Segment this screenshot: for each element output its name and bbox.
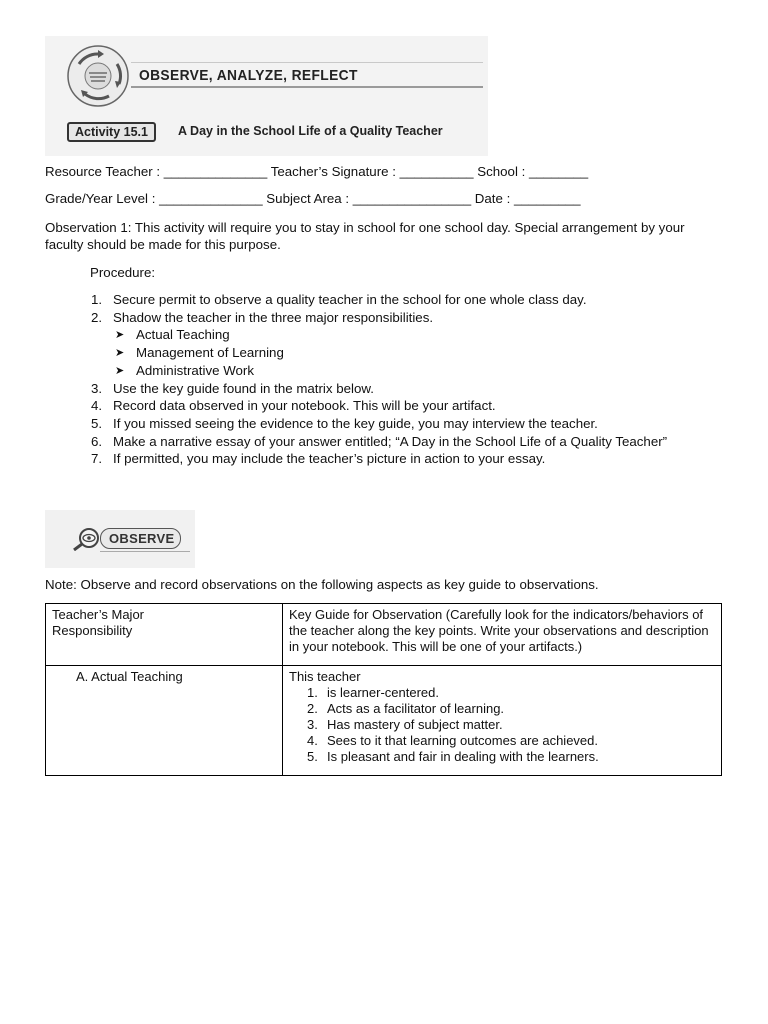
header-cell-key-guide: Key Guide for Observation (Carefully look for the indicators/behaviors of the teacher along the key points. Write your observations and description in your notebook. This will be one of your artifacts.) xyxy=(283,604,722,666)
procedure-list xyxy=(91,291,731,468)
cell-key-guide: This teacher 1. is learner-centered. 2. Acts as a facilitator of learning. 3. Has mastery of subject matter. 4. Sees to it that learning outcomes are achieved. 5. Is pleasant and fair in dealing with the learners. xyxy=(283,666,722,776)
list-item: 7. If permitted, you may include the teacher’s picture in action to your essay. xyxy=(91,451,546,467)
activity-title: A Day in the School Life of a Quality Teacher xyxy=(178,124,443,138)
banner-title: OBSERVE, ANALYZE, REFLECT xyxy=(139,67,358,84)
list-item: 2. Shadow the teacher in the three major responsibilities. xyxy=(91,309,434,325)
list-item: 4. Record data observed in your notebook. This will be your artifact. xyxy=(91,398,496,414)
activity-label: Activity 15.1 xyxy=(67,122,156,142)
observation-intro-line-2: faculty should be made for this purpose. xyxy=(45,237,281,252)
list-item: 6. Make a narrative essay of your answer entitled; “A Day in the School Life of a Quality Teacher” xyxy=(91,433,668,449)
table-header-row xyxy=(46,604,722,666)
list-item: 1. Secure permit to observe a quality teacher in the school for one whole class day. xyxy=(91,292,587,307)
list-item: 3. Has mastery of subject matter. xyxy=(307,717,503,732)
list-item: 3. Use the key guide found in the matrix below. xyxy=(91,380,374,396)
list-item: 2. Acts as a facilitator of learning. xyxy=(307,701,505,716)
responsibility-item: ➤ Administrative Work xyxy=(91,362,731,380)
arrow-bullet-icon: ➤ xyxy=(115,364,125,377)
table-row xyxy=(46,666,722,776)
responsibility-item: ➤ Management of Learning xyxy=(91,344,731,362)
arrow-bullet-icon: ➤ xyxy=(115,347,125,360)
arrow-bullet-icon: ➤ xyxy=(115,329,125,342)
magnifier-eye-icon xyxy=(72,527,102,551)
form-line-2: Grade/Year Level : ______________ Subject Area : ________________ Date : _________ xyxy=(45,191,581,206)
list-item: 5. Is pleasant and fair in dealing with the learners. xyxy=(307,749,599,764)
banner-rule-top xyxy=(131,62,483,63)
observe-underline xyxy=(100,551,190,552)
observation-intro xyxy=(45,219,725,253)
list-item: 5. If you missed seeing the evidence to the key guide, you may interview the teacher. xyxy=(91,415,598,431)
procedure-heading: Procedure: xyxy=(90,265,156,280)
note-text: Note: Observe and record observations on the following aspects as key guide to observations. xyxy=(45,577,599,592)
cell-responsibility: A. Actual Teaching xyxy=(46,666,283,776)
header-cell-responsibility: Teacher’s Major Responsibility xyxy=(46,604,283,666)
list-item: 4. Sees to it that learning outcomes are achieved. xyxy=(307,733,598,748)
banner-rule xyxy=(131,86,483,88)
observation-guide-table xyxy=(45,603,722,776)
list-item: 1. is learner-centered. xyxy=(307,685,439,700)
responsibility-item: ➤ Actual Teaching xyxy=(91,326,731,344)
observe-label: OBSERVE xyxy=(100,528,181,549)
cycle-diagram-icon xyxy=(65,44,131,108)
form-line-1: Resource Teacher : ______________ Teacher’s Signature : __________ School : ________ xyxy=(45,164,589,179)
observation-intro-line-1: Observation 1: This activity will require you to stay in school for one school day. Special arrangement by your xyxy=(45,220,685,235)
